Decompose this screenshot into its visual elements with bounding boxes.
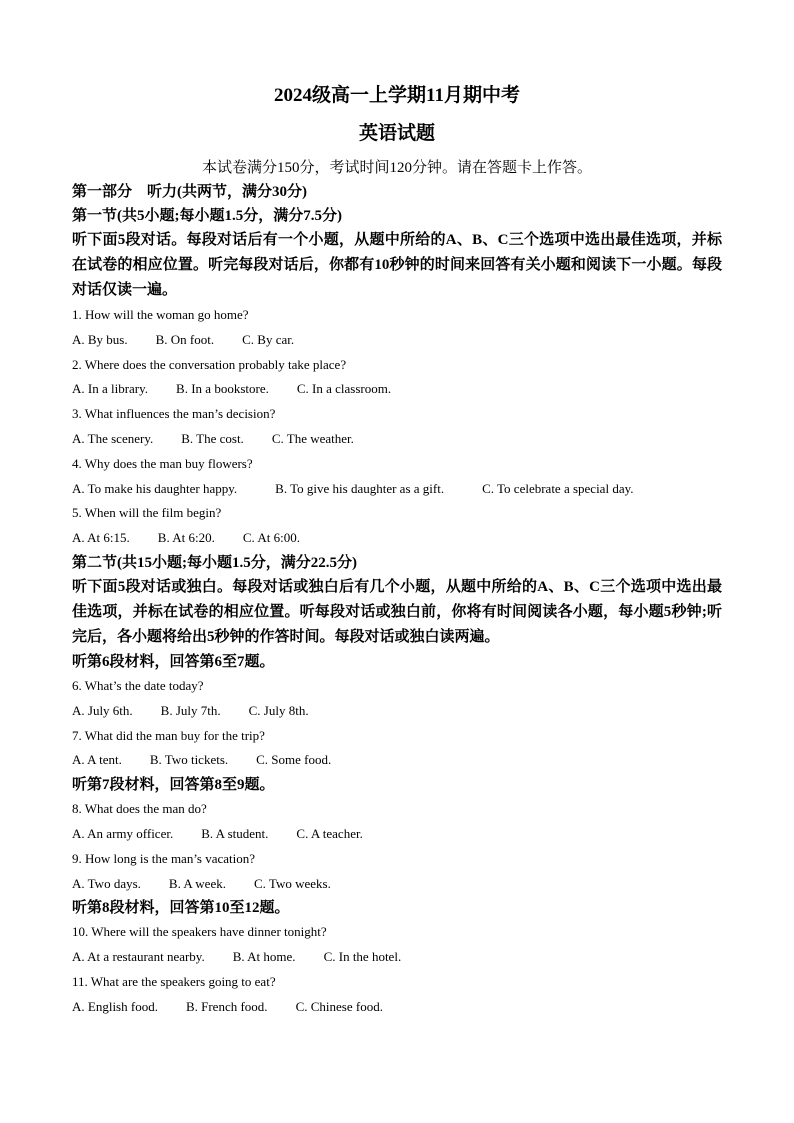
option: C. Two weeks. bbox=[253, 875, 331, 891]
option: B. In a bookstore. bbox=[176, 381, 269, 397]
question: 5. When will the film begin? bbox=[72, 505, 222, 521]
question: 1. How will the woman go home? bbox=[72, 307, 249, 322]
option: B. A student. bbox=[201, 825, 269, 841]
question: 6. What’s the date today? bbox=[72, 677, 204, 693]
part1-heading: 第一部分 听力(共两节，满分30分) bbox=[72, 184, 307, 200]
options-row bbox=[72, 748, 722, 773]
option: A. The scenery. bbox=[72, 430, 154, 446]
question: 3. What influences the man’s decision? bbox=[72, 406, 276, 422]
options-row bbox=[72, 377, 722, 402]
option: A. July 6th. bbox=[72, 702, 133, 718]
option: B. To give his daughter as a gift. bbox=[275, 480, 445, 496]
option: B. On foot. bbox=[155, 331, 215, 347]
exam-intro: 本试卷满分150分，考试时间120分钟。请在答题卡上作答。 bbox=[201, 160, 592, 176]
options-row bbox=[72, 427, 722, 452]
option: B. At home. bbox=[232, 949, 296, 965]
option: C. A teacher. bbox=[296, 825, 363, 841]
option: B. French food. bbox=[185, 998, 268, 1014]
options-row bbox=[72, 328, 722, 353]
question: 9. How long is the man’s vacation? bbox=[72, 850, 256, 866]
section1-heading: 第一节(共5小题;每小题1.5分，满分7.5分) bbox=[72, 208, 342, 224]
question: 11. What are the speakers going to eat? bbox=[72, 973, 276, 989]
option: A. Two days. bbox=[72, 875, 141, 891]
section1-instructions: 听下面5段对话。每段对话后有一个小题，从题中所给的A、B、C三个选项中选出最佳选项，并标在试卷的相应位置。听完每段对话后，你都有10秒钟的时间来回答有关小题和阅读下一小题。每段对话仅读一遍。 bbox=[72, 232, 722, 298]
option: A. A tent. bbox=[72, 752, 122, 768]
material-6 bbox=[72, 650, 722, 773]
option: B. Two tickets. bbox=[149, 752, 229, 768]
exam-subtitle: 英语试题 bbox=[358, 123, 435, 144]
section2-heading: 第二节(共15小题;每小题1.5分，满分22.5分) bbox=[72, 554, 357, 571]
option: A. An army officer. bbox=[72, 825, 174, 841]
option: A. English food. bbox=[72, 998, 158, 1014]
options-row bbox=[72, 699, 722, 724]
option: C. Chinese food. bbox=[295, 998, 383, 1014]
question: 2. Where does the conversation probably take place? bbox=[72, 356, 347, 372]
question: 8. What does the man do? bbox=[72, 801, 207, 817]
option: B. The cost. bbox=[181, 430, 244, 446]
option: C. In the hotel. bbox=[323, 949, 402, 965]
option: A. At a restaurant nearby. bbox=[72, 949, 205, 965]
option: A. In a library. bbox=[72, 381, 149, 397]
material-8 bbox=[72, 896, 722, 1019]
material-7 bbox=[72, 773, 722, 896]
material-heading: 听第8段材料，回答第10至12题。 bbox=[72, 900, 290, 917]
options-row bbox=[72, 477, 722, 502]
section2-instructions: 听下面5段对话或独白。每段对话或独白后有几个小题，从题中所给的A、B、C三个选项中选出最佳选项，并标在试卷的相应位置。听每段对话或独白前，你将有时间阅读各小题，每小题5秒钟;听完后，各小题将给出5秒钟的作答时间。每段对话或独白读两遍。 bbox=[72, 578, 722, 645]
options-row bbox=[72, 822, 722, 847]
options-row bbox=[72, 872, 722, 897]
options-row bbox=[72, 945, 722, 970]
material-heading: 听第6段材料，回答第6至7题。 bbox=[72, 653, 275, 670]
options-row bbox=[72, 526, 722, 551]
option: C. At 6:00. bbox=[242, 530, 300, 546]
option: C. The weather. bbox=[271, 430, 354, 446]
material-heading: 听第7段材料，回答第8至9题。 bbox=[72, 777, 275, 794]
option: C. In a classroom. bbox=[296, 381, 392, 397]
option: A. At 6:15. bbox=[72, 530, 130, 546]
option: A. To make his daughter happy. bbox=[72, 480, 238, 496]
exam-page bbox=[72, 80, 722, 1020]
option: B. July 7th. bbox=[160, 702, 221, 718]
option: C. By car. bbox=[242, 331, 295, 347]
question: 4. Why does the man buy flowers? bbox=[72, 455, 253, 471]
options-row bbox=[72, 995, 722, 1020]
option: B. At 6:20. bbox=[157, 530, 215, 546]
option: B. A week. bbox=[168, 875, 226, 891]
option: C. To celebrate a special day. bbox=[482, 480, 634, 496]
option: C. Some food. bbox=[256, 752, 332, 768]
question: 7. What did the man buy for the trip? bbox=[72, 727, 265, 743]
option: A. By bus. bbox=[72, 331, 128, 347]
section1-questions bbox=[72, 303, 722, 551]
option: C. July 8th. bbox=[248, 702, 309, 718]
exam-title: 2024级高一上学期11月期中考 bbox=[274, 85, 520, 106]
question: 10. Where will the speakers have dinner tonight? bbox=[72, 924, 327, 940]
